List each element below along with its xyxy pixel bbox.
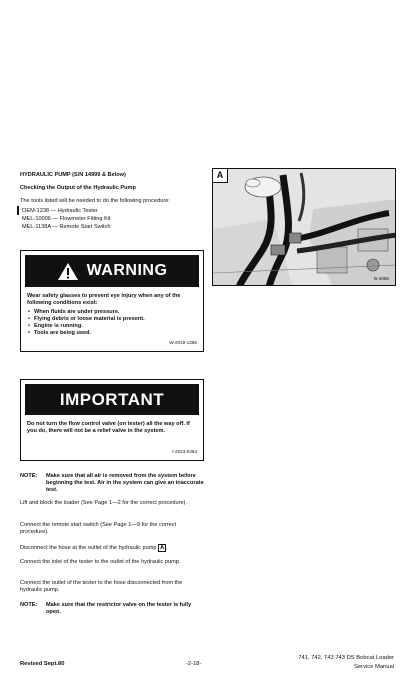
warning-triangle-icon <box>57 262 79 281</box>
important-box <box>20 379 204 461</box>
tool-item: MEL-10006 — Flowmeter Fitting Kit <box>22 216 111 222</box>
important-text: Do not turn the flow control valve (on tester) all the way off. If you do, there will not be a relief valve in the system. <box>27 421 190 434</box>
note-text: Make sure that the restrictor valve on the tester is fully open. <box>46 602 192 615</box>
note-label: NOTE: <box>20 473 38 479</box>
step-text: Connect the remote start switch (See Page 1—9 for the correct procedure). <box>20 522 177 535</box>
footer-page-number: -2-18- <box>186 661 202 667</box>
warning-item: • Tools are being used. <box>27 330 199 337</box>
tool-item: OEM-1238 — Hydraulic Tester <box>22 208 98 214</box>
step-text: Connect the inlet of the tester to the outlet of the hydraulic pump. <box>20 559 181 565</box>
warning-item: • Engine is running. <box>27 323 199 330</box>
hydraulic-pump-illustration <box>213 169 396 286</box>
step-text: Disconnect the hose at the outlet of the hydraulic pump A . <box>20 545 168 551</box>
footer-revised: Revised Sept.80 <box>20 661 65 667</box>
tools-intro: The tools listed will be needed to do the following procedure: <box>20 198 170 204</box>
figure-code: B-4056 <box>374 276 389 281</box>
important-banner <box>25 384 199 415</box>
warning-item: • Flying debris or loose material is present. <box>27 316 199 323</box>
warning-header: WARNING <box>86 262 168 279</box>
section-title: HYDRAULIC PUMP (S/N 14999 & Below) <box>20 172 126 178</box>
step-text-main: Disconnect the hose at the outlet of the hydraulic pump <box>20 545 157 551</box>
warning-item: • When fluids are under pressure. <box>27 309 199 316</box>
figure-a <box>212 168 396 286</box>
warning-banner <box>25 255 199 287</box>
note-label: NOTE: <box>20 602 38 608</box>
step-text: Connect the outlet of the tester to the hose disconnected from the hydraulic pump. <box>20 580 183 593</box>
step-text: Lift and block the loader (See Page 1—2 for the correct procedure). <box>20 500 187 506</box>
warning-box <box>20 250 204 352</box>
warning-lead: Wear safety glasses to prevent eye injury when any of the following conditions exist: <box>27 293 181 306</box>
note-text: Make sure that all air is removed from the system before beginning the test. Air in the system can give an inaccurate test. <box>46 473 204 493</box>
revision-bar <box>17 206 19 215</box>
figure-ref: A <box>160 545 165 551</box>
subsection-title: Checking the Output of the Hydraulic Pump <box>20 185 136 191</box>
tool-item: MEL-1138A — Remote Start Switch <box>22 224 111 230</box>
important-header: IMPORTANT <box>59 389 165 409</box>
footer-manual: Service Manual <box>354 664 394 670</box>
footer-model: 741, 742, 743 743 DS Bobcat Loader <box>298 655 394 661</box>
figure-label: A <box>213 169 228 183</box>
important-code: I-2023-0284 <box>172 449 197 454</box>
warning-code: W-2019-1285 <box>169 340 197 345</box>
